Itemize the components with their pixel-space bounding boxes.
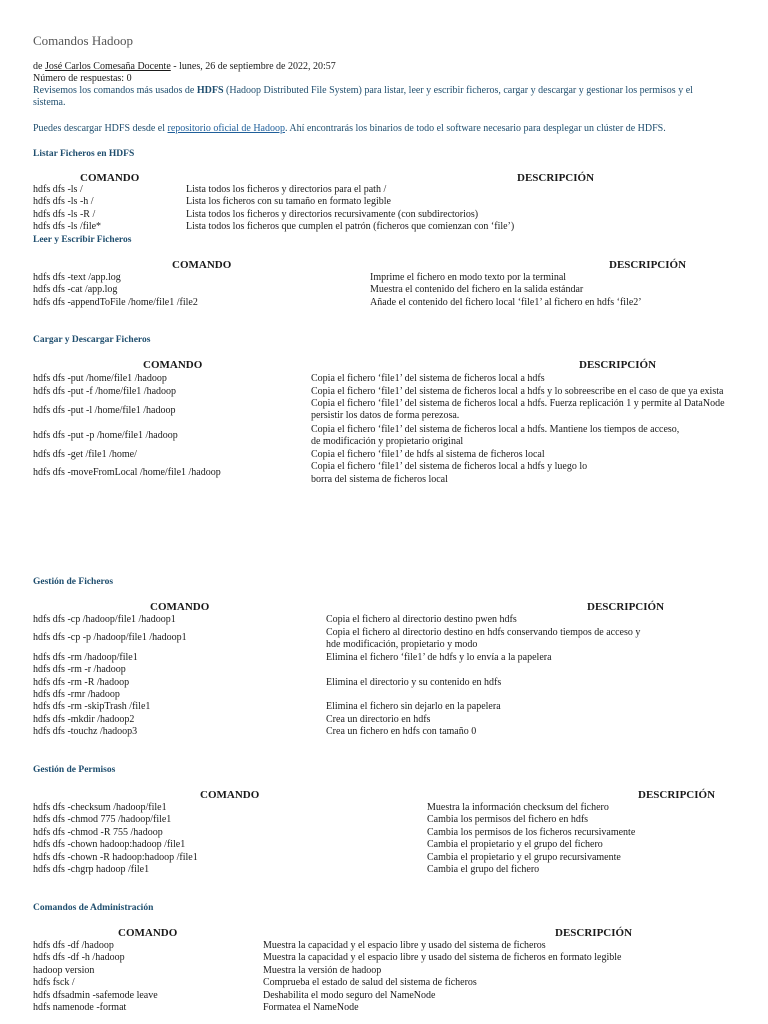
table-row-desc: Copia el fichero ‘file1’ de hdfs al sistema de ficheros local	[311, 449, 545, 460]
table-row-desc: Copia el fichero ‘file1’ del sistema de ficheros local a hdfs. Mantiene los tiempos de acceso,	[311, 424, 680, 435]
table-row-cmd: hdfs dfs -cp -p /hadoop/file1 /hadoop1	[33, 632, 187, 643]
hadoop-repo-link[interactable]: repositorio oficial de Hadoop	[167, 123, 285, 134]
download-text-a: Puedes descargar HDFS desde el	[33, 123, 168, 134]
table-row-cmd: hdfs dfs -rm -R /hadoop	[33, 677, 130, 688]
cargar-description-header: DESCRIPCIÓN	[579, 359, 657, 371]
table-row-desc: Comprueba el estado de salud del sistema de ficheros	[263, 977, 477, 988]
table-row-desc: Lista todos los ficheros y directorios recursivamente (con subdirectorios)	[186, 209, 479, 220]
intro-line-1	[33, 85, 693, 97]
table-row-desc: Lista los ficheros con su tamaño en formato legible	[186, 196, 391, 207]
section-title-gestion: Gestión de Ficheros	[33, 577, 114, 587]
table-row-desc: Imprime el fichero en modo texto por la terminal	[370, 272, 567, 283]
table-row-cmd: hdfs dfs -rmr /hadoop	[33, 689, 120, 700]
table-row-cmd: hdfs dfs -rm /hadoop/file1	[33, 652, 138, 663]
table-row-desc: Muestra la capacidad y el espacio libre y usado del sistema de ficheros en formato legible	[263, 952, 622, 963]
section-title-leer: Leer y Escribir Ficheros	[33, 235, 132, 245]
table-row-cmd: hdfs dfs -ls /	[33, 184, 83, 195]
table-row-desc: Cambia el propietario y el grupo del fichero	[427, 839, 603, 850]
table-row-desc: Muestra la capacidad y el espacio libre y usado del sistema de ficheros	[263, 940, 546, 951]
table-row-desc: Muestra la versión de hadoop	[263, 965, 382, 976]
admin-command-header: COMANDO	[118, 927, 178, 939]
table-row-desc: Cambia los permisos de los ficheros recursivamente	[427, 827, 636, 838]
table-row-desc: Elimina el directorio y su contenido en hdfs	[326, 677, 502, 688]
table-row-desc: Cambia el grupo del fichero	[427, 864, 540, 875]
table-row-desc: Copia el fichero al directorio destino pwen hdfs	[326, 614, 517, 625]
reply-count: Número de respuestas: 0	[33, 73, 132, 84]
table-row-desc-cont: de modificación y propietario original	[311, 436, 464, 447]
intro-hdfs: HDFS	[196, 85, 224, 96]
gestion-description-header: DESCRIPCIÓN	[587, 601, 665, 613]
table-row-cmd: hdfs dfs -get /file1 /home/	[33, 449, 137, 460]
leer-description-header: DESCRIPCIÓN	[609, 259, 687, 271]
table-row-cmd: hdfs dfs -moveFromLocal /home/file1 /hadoop	[33, 467, 221, 478]
table-row-cmd: hdfs dfs -chown -R hadoop:hadoop /file1	[33, 852, 198, 863]
intro-text-b: (Hadoop Distributed File System) para listar, leer y escribir ficheros, cargar y descargar y gestionar los permisos y el	[223, 85, 693, 96]
table-row-desc: Copia el fichero ‘file1’ del sistema de ficheros local a hdfs y lo sobreescribe en el caso de que ya exista	[311, 386, 724, 397]
table-row-cmd: hdfs dfs -df /hadoop	[33, 940, 114, 951]
listar-command-header: COMANDO	[80, 172, 140, 184]
table-row-cmd: hdfs dfs -put -p /home/file1 /hadoop	[33, 430, 178, 441]
table-row-cmd: hdfs dfs -chgrp hadoop /file1	[33, 864, 150, 875]
section-title-listar: Listar Ficheros en HDFS	[33, 149, 135, 159]
table-row-desc: Copia el fichero ‘file1’ del sistema de ficheros local a hdfs	[311, 373, 545, 384]
table-row-desc-cont: hde modificación, propietario y modo	[326, 639, 478, 650]
table-row-desc: Cambia el propietario y el grupo recursivamente	[427, 852, 621, 863]
table-row-cmd: hdfs dfsadmin -safemode leave	[33, 990, 158, 1001]
leer-command-header: COMANDO	[172, 259, 232, 271]
table-row-cmd: hdfs dfs -cp /hadoop/file1 /hadoop1	[33, 614, 176, 625]
table-row-cmd: hdfs dfs -ls /file*	[33, 221, 102, 232]
table-row-desc-cont: borra del sistema de ficheros local	[311, 474, 448, 485]
author-link[interactable]: José Carlos Comesaña Docente	[44, 61, 171, 72]
table-row-cmd: hdfs dfs -checksum /hadoop/file1	[33, 802, 167, 813]
table-row-desc: Crea un fichero en hdfs con tamaño 0	[326, 726, 477, 737]
table-row-cmd: hdfs dfs -put /home/file1 /hadoop	[33, 373, 167, 384]
table-row-cmd: hdfs dfs -put -f /home/file1 /hadoop	[33, 386, 177, 397]
table-row-desc: Formatea el NameNode	[263, 1002, 359, 1013]
byline-prefix: de	[33, 61, 45, 72]
post-byline	[33, 61, 336, 73]
table-row-cmd: hdfs dfs -appendToFile /home/file1 /file2	[33, 297, 198, 308]
download-text-b: . Ahí encontrarás los binarios de todo el software necesario para desplegar un clúster de HDFS.	[284, 123, 666, 134]
gestion-command-header: COMANDO	[150, 601, 210, 613]
table-row-cmd: hdfs dfs -put -l /home/file1 /hadoop	[33, 405, 176, 416]
cargar-command-header: COMANDO	[143, 359, 203, 371]
table-row-cmd: hdfs dfs -touchz /hadoop3	[33, 726, 138, 737]
table-row-desc-cont: persistir los datos de forma perezosa.	[311, 410, 460, 421]
table-row-cmd: hdfs dfs -ls -R /	[33, 209, 96, 220]
table-row-desc: Añade el contenido del fichero local ‘file1’ al fichero en hdfs ‘file2’	[370, 297, 642, 308]
section-title-cargar: Cargar y Descargar Ficheros	[33, 335, 151, 345]
table-row-desc: Muestra el contenido del fichero en la salida estándar	[370, 284, 584, 295]
table-row-desc: Muestra la información checksum del fichero	[427, 802, 609, 813]
table-row-desc: Elimina el fichero sin dejarlo en la papelera	[326, 701, 501, 712]
table-row-desc: Copia el fichero ‘file1’ del sistema de ficheros local a hdfs y luego lo	[311, 461, 588, 472]
table-row-desc: Copia el fichero ‘file1’ del sistema de ficheros local a hdfs. Fuerza replicación 1 y permite al DataNode	[311, 398, 725, 409]
table-row-cmd: hdfs dfs -chmod -R 755 /hadoop	[33, 827, 163, 838]
table-row-desc: Lista todos los ficheros que cumplen el patrón (ficheros que comienzan con ‘file’)	[186, 221, 515, 232]
table-row-cmd: hdfs dfs -mkdir /hadoop2	[33, 714, 135, 725]
table-row-desc: Elimina el fichero ‘file1’ de hdfs y lo envía a la papelera	[326, 652, 552, 663]
table-row-cmd: hdfs dfs -text /app.log	[33, 272, 121, 283]
table-row-cmd: hdfs fsck /	[33, 977, 75, 988]
table-row-cmd: hdfs dfs -df -h /hadoop	[33, 952, 125, 963]
table-row-desc: Copia el fichero al directorio destino en hdfs conservando tiempos de acceso y	[326, 627, 641, 638]
table-row-cmd: hdfs dfs -ls -h /	[33, 196, 94, 207]
table-row-cmd: hdfs namenode -format	[33, 1002, 127, 1013]
table-row-cmd: hdfs dfs -cat /app.log	[33, 284, 118, 295]
permisos-command-header: COMANDO	[200, 789, 260, 801]
table-row-cmd: hdfs dfs -rm -r /hadoop	[33, 664, 126, 675]
page-title: Comandos Hadoop	[33, 33, 134, 48]
table-row-cmd: hdfs dfs -chmod 775 /hadoop/file1	[33, 814, 172, 825]
post-date: - lunes, 26 de septiembre de 2022, 20:57	[170, 61, 336, 72]
table-row-desc: Lista todos los ficheros y directorios para el path /	[186, 184, 387, 195]
table-row-cmd: hadoop version	[33, 965, 95, 976]
table-row-cmd: hdfs dfs -rm -skipTrash /file1	[33, 701, 151, 712]
admin-description-header: DESCRIPCIÓN	[555, 927, 633, 939]
section-title-permisos: Gestión de Permisos	[33, 765, 116, 775]
table-row-desc: Cambia los permisos del fichero en hdfs	[427, 814, 589, 825]
intro-text-a: Revisemos los comandos más usados de	[33, 85, 197, 96]
listar-description-header: DESCRIPCIÓN	[517, 172, 595, 184]
permisos-description-header: DESCRIPCIÓN	[638, 789, 716, 801]
table-row-desc: Crea un directorio en hdfs	[326, 714, 431, 725]
section-title-admin: Comandos de Administración	[33, 903, 154, 913]
download-line	[33, 123, 666, 135]
table-row-desc: Deshabilita el modo seguro del NameNode	[263, 990, 436, 1001]
table-row-cmd: hdfs dfs -chown hadoop:hadoop /file1	[33, 839, 186, 850]
intro-line-2: sistema.	[33, 97, 66, 108]
